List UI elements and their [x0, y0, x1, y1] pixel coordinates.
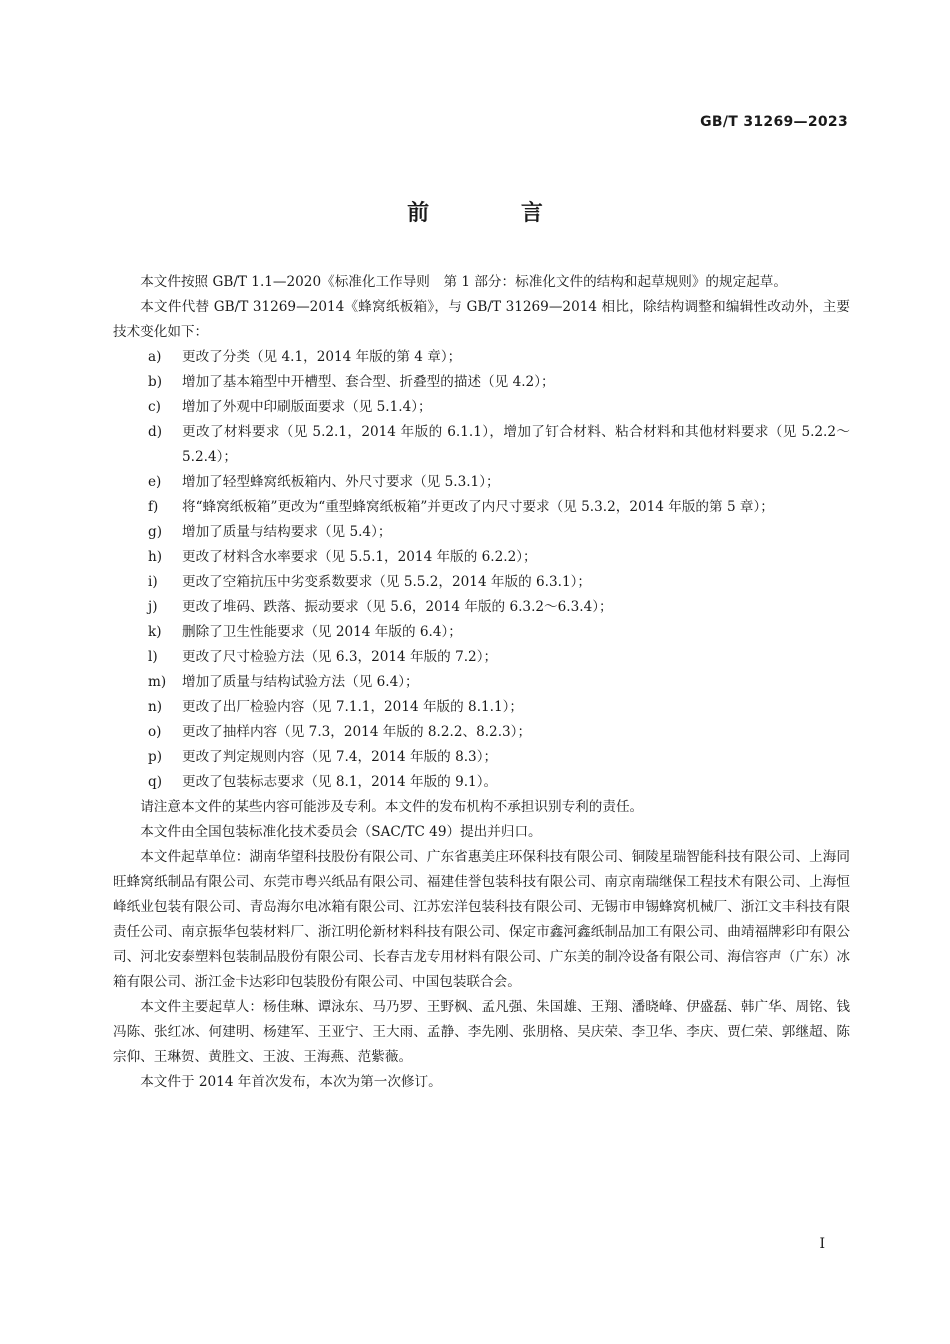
list-item-text: 增加了基本箱型中开槽型、套合型、折叠型的描述（见 4.2）； [182, 374, 555, 390]
list-item [113, 620, 850, 645]
foreword-body [113, 270, 850, 1095]
list-item-label: h) [148, 549, 163, 565]
list-item-label: l) [148, 649, 158, 665]
list-item-label: e) [148, 474, 162, 490]
list-item-label: j) [148, 599, 158, 615]
list-item [113, 395, 850, 420]
list-item [113, 470, 850, 495]
list-item [113, 720, 850, 745]
list-item [113, 595, 850, 620]
list-item-text: 更改了出厂检验内容（见 7.1.1，2014 年版的 8.1.1）； [182, 699, 524, 715]
page-number: I [819, 1236, 825, 1252]
paragraph-revision-history: 本文件于 2014 年首次发布，本次为第一次修订。 [140, 1074, 442, 1090]
list-item-text: 删除了卫生性能要求（见 2014 年版的 6.4）； [182, 624, 462, 640]
list-item [113, 370, 850, 395]
list-item-text: 更改了材料含水率要求（见 5.5.1，2014 年版的 6.2.2）； [182, 549, 537, 565]
paragraph-drafting-units: 本文件起草单位：湖南华望科技股份有限公司、广东省惠美庄环保科技有限公司、铜陵星瑞智能科技有限公司、上海同旺蜂窝纸制品有限公司、东莞市粤兴纸品有限公司、福建佳誉包装科技有限公司、南京南瑞继保工程技术有限公司、上海恒峰纸业包装有限公司、青岛海尔电冰箱有限公司、江苏宏洋包装科技有限公司、无锡市申锡蜂窝机械厂、浙江文丰科技有限责任公司、南京振华包装材料厂、浙江明伦新材料科技有限公司、保定市鑫河鑫纸制品加工有限公司、曲靖福牌彩印有限公司、河北安泰塑料包装制品股份有限公司、长春吉龙专用材料有限公司、广东美的制冷设备有限公司、海信容声（广东）冰箱有限公司、浙江金卡达彩印包装股份有限公司、中国包装联合会。 [113, 849, 850, 990]
list-item-label: b) [148, 374, 163, 390]
list-item [113, 695, 850, 720]
list-item-text: 更改了包装标志要求（见 8.1，2014 年版的 9.1）。 [182, 774, 498, 790]
list-item [113, 420, 850, 470]
list-item-text: 将“蜂窝纸板箱”更改为“重型蜂窝纸板箱”并更改了内尺寸要求（见 5.3.2，2014 年版的第 5 章）； [182, 499, 774, 515]
list-item-label: g) [148, 524, 163, 540]
list-item-label: f) [148, 499, 159, 515]
list-item-label: n) [148, 699, 163, 715]
standard-number: GB/T 31269—2023 [700, 114, 848, 130]
list-item [113, 345, 850, 370]
list-item [113, 570, 850, 595]
list-item-label: q) [148, 774, 163, 790]
list-item [113, 545, 850, 570]
list-item [113, 770, 850, 795]
paragraph-drafters: 本文件主要起草人：杨佳琳、谭泳东、马乃罗、王野枫、孟凡强、朱国雄、王翔、潘晓峰、伊盛磊、韩广华、周铭、钱冯陈、张红冰、何建明、杨建军、王亚宁、王大雨、孟静、李先刚、张朋格、吴庆荣、李卫华、李庆、贾仁荣、郭继超、陈宗仰、王琳贺、黄胜文、王波、王海燕、范紫薇。 [113, 999, 850, 1065]
changes-list [113, 345, 850, 795]
list-item-text: 更改了空箱抗压中劣变系数要求（见 5.5.2，2014 年版的 6.3.1）； [182, 574, 591, 590]
list-item-text: 更改了判定规则内容（见 7.4，2014 年版的 8.3）； [182, 749, 498, 765]
paragraph-drafting-rules: 本文件按照 GB/T 1.1—2020《标准化工作导则 第 1 部分：标准化文件的结构和起草规则》的规定起草。 [140, 274, 787, 290]
list-item-text: 更改了分类（见 4.1，2014 年版的第 4 章）； [182, 349, 462, 365]
paragraph-proposer: 本文件由全国包装标准化技术委员会（SAC/TC 49）提出并归口。 [140, 824, 542, 840]
paragraph-patent-notice: 请注意本文件的某些内容可能涉及专利。本文件的发布机构不承担识别专利的责任。 [140, 799, 644, 815]
page-title: 前 言 [407, 201, 585, 226]
list-item-label: c) [148, 399, 161, 415]
list-item-text: 增加了轻型蜂窝纸板箱内、外尺寸要求（见 5.3.1）； [182, 474, 500, 490]
list-item-label: m) [148, 674, 167, 690]
list-item-label: o) [148, 724, 162, 740]
list-item [113, 670, 850, 695]
list-item-text: 更改了材料要求（见 5.2.1，2014 年版的 6.1.1），增加了钉合材料、粘合材料和其他材料要求（见 5.2.2～5.2.4）； [182, 424, 850, 465]
list-item-label: k) [148, 624, 162, 640]
list-item-label: p) [148, 749, 163, 765]
list-item-text: 增加了外观中印刷版面要求（见 5.1.4）； [182, 399, 432, 415]
list-item-text: 更改了抽样内容（见 7.3，2014 年版的 8.2.2、8.2.3）； [182, 724, 532, 740]
list-item [113, 520, 850, 545]
list-item-text: 更改了堆码、跌落、振动要求（见 5.6，2014 年版的 6.3.2～6.3.4）； [182, 599, 613, 615]
list-item-text: 增加了质量与结构试验方法（见 6.4）； [182, 674, 419, 690]
list-item-text: 增加了质量与结构要求（见 5.4）； [182, 524, 392, 540]
list-item [113, 745, 850, 770]
paragraph-replacement: 本文件代替 GB/T 31269—2014《蜂窝纸板箱》，与 GB/T 31269—2014 相比，除结构调整和编辑性改动外，主要技术变化如下： [113, 299, 850, 340]
list-item-label: i) [148, 574, 158, 590]
list-item-label: d) [148, 424, 163, 440]
list-item [113, 495, 850, 520]
list-item-label: a) [148, 349, 162, 365]
list-item [113, 645, 850, 670]
list-item-text: 更改了尺寸检验方法（见 6.3，2014 年版的 7.2）； [182, 649, 498, 665]
